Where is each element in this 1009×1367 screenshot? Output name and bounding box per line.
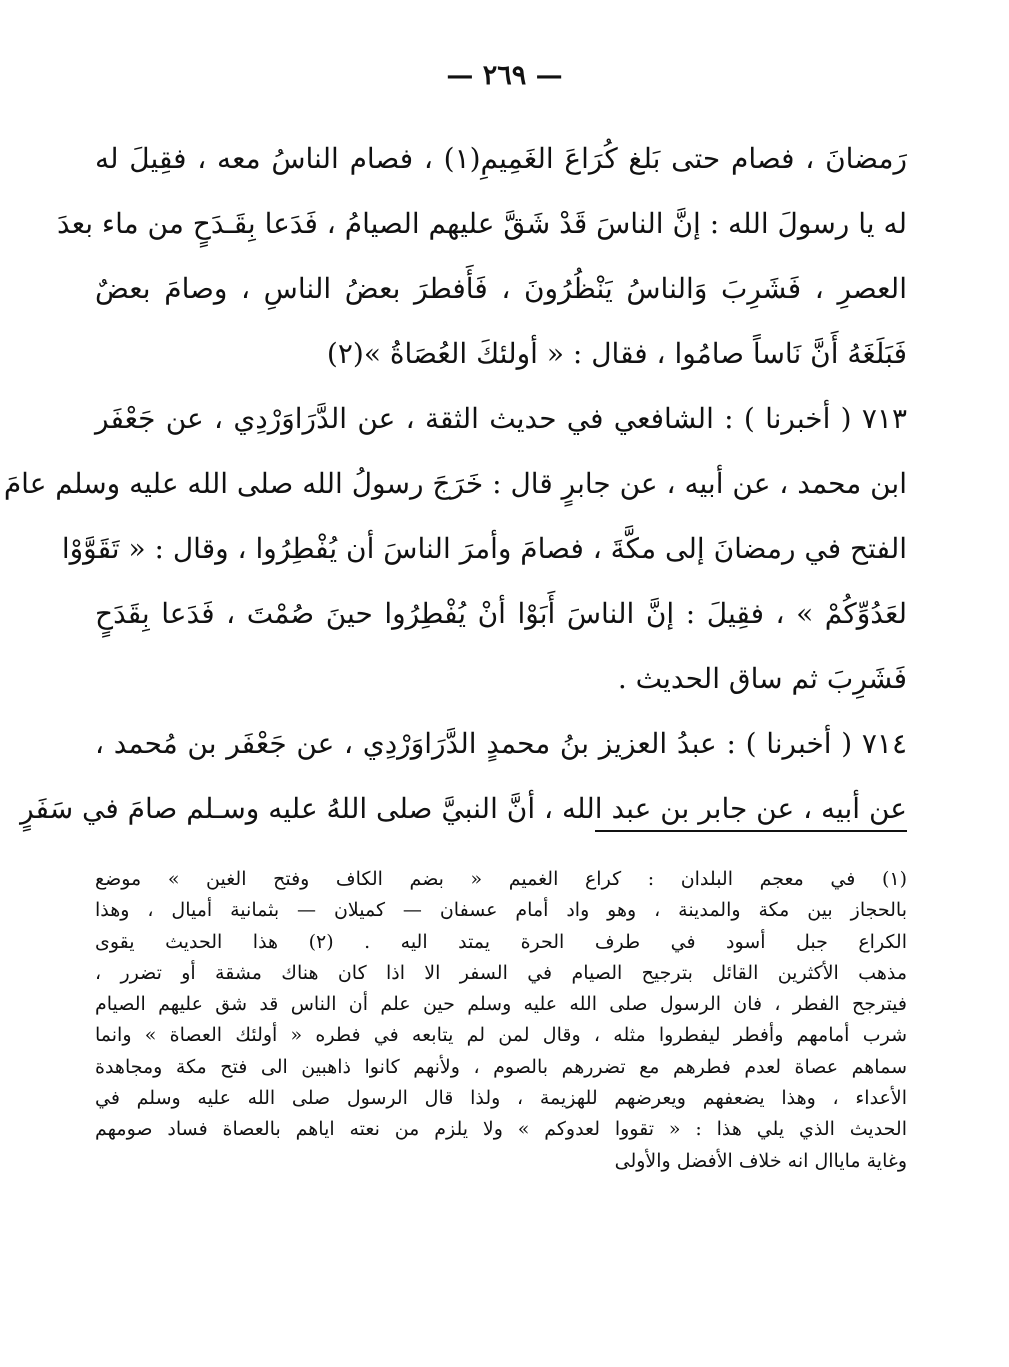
main-text-line: فَبَلَغَهُ أَنَّ نَاساً صامُوا ، فقال : « أولئكَ العُصَاةُ »(٢) <box>326 337 907 370</box>
page-number: — ٢٦٩ — <box>446 60 563 91</box>
footnote-line: الأعداء ، وهذا يضعفهم ويعرضهم للهزيمة ، ولذا قال الرسول صلى الله عليه وسلم في <box>95 1087 907 1110</box>
hadith-713-line: ٧١٣ ( أخبرنا ) : الشافعي في حديث الثقة ، عن الدَّرَاوَرْدِي ، عن جَعْفَر <box>95 402 907 435</box>
hadith-714-line: ٧١٤ ( أخبرنا ) : عبدُ العزيز بنُ محمدٍ الدَّرَاوَرْدِي ، عن جَعْفَر بن مُحمد ، <box>95 727 907 760</box>
footnote-line: مذهب الأكثرين القائل بترجيح الصيام في السفر الا اذا كان هناك مشقة أو تضرر ، <box>95 961 907 984</box>
footnote-line: سماهم عصاة لعدم فطرهم مع تضررهم بالصوم ، ولأنهم كانوا ذاهبين الى فتح مكة ومجاهدة <box>95 1055 907 1078</box>
footnote-line: فيترجح الفطر ، فان الرسول صلى الله عليه وسلم حين علم أن الناس قد شق عليهم الصيام <box>95 993 907 1016</box>
footnote-line: بالحجاز بين مكة والمدينة ، وهو واد أمام عسفان — كميلان — بثمانية أميال ، وهذا <box>95 899 907 922</box>
footnote-line: وغاية ماياال انه خلاف الأفضل والأولى <box>614 1149 907 1172</box>
main-text-line: عن أبيه ، عن جابر بن عبد الله ، أنَّ النبيَّ صلى اللهُ عليه وسـلم صامَ في سَفَرٍ <box>20 792 907 825</box>
main-text-line: ابن محمد ، عن أبيه ، عن جابرٍ قال : خَرَجَ رسولُ الله صلى الله عليه وسلم عامَ <box>3 467 907 500</box>
footnote-divider <box>595 830 907 832</box>
main-text-line: الفتح في رمضانَ إلى مكَّةَ ، فصامَ وأمرَ الناسَ أن يُفْطِرُوا ، وقال : « تَقَوَّوْا <box>61 532 907 565</box>
footnote-line: الكراع جبل أسود في طرف الحرة يمتد اليه . (٢) هذا الحديث يقوى <box>95 930 907 953</box>
footnote-line: شرب أمامهم وأفطر ليفطروا مثله ، وقال لمن لم يتابعه في فطره « أولئك العصاة » وانما <box>95 1024 907 1047</box>
main-text-body <box>3 126 907 841</box>
main-text-line: رَمضانَ ، فصام حتى بَلغ كُرَاعَ الغَمِيمِ(١) ، فصام الناسُ معه ، فقِيلَ له <box>95 142 907 175</box>
footnote-line: الحديث الذي يلي هذا : « تقووا لعدوكم » ولا يلزم من نعته اياهم بالعصاة فساد صومهم <box>95 1118 907 1141</box>
main-text-line: فَشَرِبَ ثم ساق الحديث . <box>617 662 907 695</box>
main-text-line: له يا رسولَ الله : إنَّ الناسَ قَدْ شَقَّ عليهم الصيامُ ، فَدَعا بِقَـدَحٍ من ماء بعدَ <box>57 207 907 240</box>
main-text-line: لعَدُوِّكُمْ » ، فقِيلَ : إنَّ الناسَ أَبَوْا أنْ يُفْطِرُوا حينَ صُمْتَ ، فَدَعا بِقَدَحٍ <box>95 597 907 630</box>
footnote-line: (١) في معجم البلدان : كراع الغميم « بضم الكاف وفتح الغين » موضع <box>95 868 907 890</box>
main-text-line: العصرِ ، فَشَرِبَ وَالناسُ يَنْظُرُونَ ، فَأَفطرَ بعضُ الناسِ ، وصامَ بعضٌ <box>95 272 907 305</box>
footnotes <box>95 864 907 1177</box>
